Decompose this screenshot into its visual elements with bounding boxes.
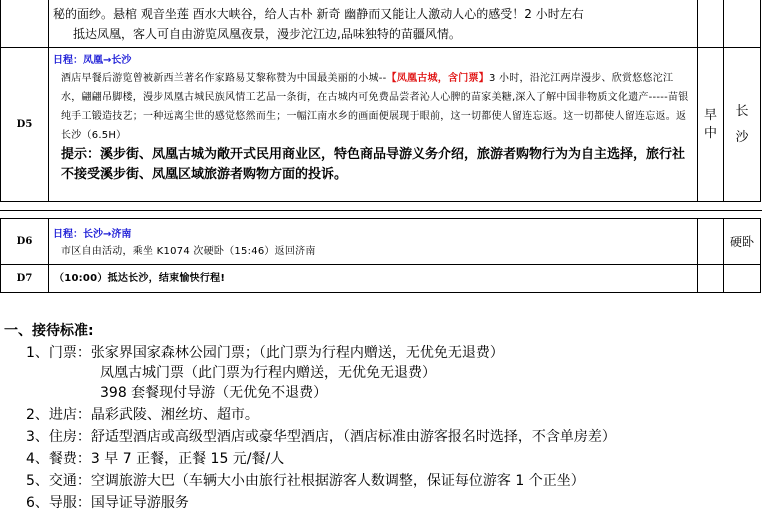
item-text: 门票：张家界国家森林公园门票；（此门票为行程内赠送，无优免无退费） [48, 345, 504, 361]
item-text: 住房：舒适型酒店或高级型酒店或豪华型酒店，（酒店标准由游客报名时选择，不含单房差） [48, 429, 616, 445]
item-text: 交通：空调旅游大巴（车辆大小由旅行社根据游客人数调整，保证每位游客 1 个正坐） [48, 473, 585, 489]
item-text: 导服：国导证导游服务 [48, 495, 189, 511]
standard-item [26, 426, 616, 446]
day-label: D5 [1, 48, 49, 202]
desc-highlight: 【凤凰古城，含门票】 [386, 73, 489, 84]
itinerary-table-bottom [0, 218, 761, 293]
day-row-d5 [1, 48, 761, 202]
page-break-line [0, 210, 762, 211]
day-row-d6 [1, 219, 761, 265]
day-body [49, 219, 698, 265]
day-cell-empty [1, 0, 49, 48]
day-body [49, 265, 698, 293]
route-title: 日程：长沙→济南 [53, 229, 132, 240]
day-body [49, 48, 698, 202]
meal-cell [698, 219, 724, 265]
top-fragment-line1: 秘的面纱。悬棺 观音坐莲 酉水大峡谷，给人古朴 新奇 幽静而又能让人激动人心的感受！2 小时左右 [53, 7, 584, 21]
item-text: 餐费：3 早 7 正餐，正餐 15 元/餐/人 [48, 451, 285, 467]
standard-item [26, 470, 585, 490]
stay-cell: 硬卧 [724, 219, 761, 265]
day-description: （10:00）抵达长沙，结束愉快行程! [54, 273, 226, 284]
item-number: 3、 [26, 429, 49, 445]
stay-cell [724, 48, 761, 202]
item-number: 1、 [26, 345, 49, 361]
day-label: D7 [1, 265, 49, 293]
item-number: 2、 [26, 407, 49, 423]
route-title: 日程：凤凰→长沙 [53, 55, 132, 66]
standard-item [26, 404, 259, 424]
stay-cell [724, 265, 761, 293]
standard-item [26, 492, 189, 512]
standard-item-continued: 凤凰古城门票（此门票为行程内赠送，无优免无退费） [100, 365, 436, 381]
day-row-d7 [1, 265, 761, 293]
item-number: 4、 [26, 451, 49, 467]
item-text: 进店：晶彩武陵、湘丝坊、超市。 [48, 407, 259, 423]
standard-item [26, 448, 284, 468]
meal-cell [698, 48, 724, 202]
stay-value: 长沙 [735, 103, 749, 145]
itinerary-table-top [0, 0, 761, 202]
meal-value: 早中 [703, 107, 717, 141]
standard-item [26, 342, 504, 362]
stay-cell-empty [724, 0, 761, 48]
standards-title: 一、接待标准: [4, 323, 94, 339]
day-description [49, 66, 697, 145]
desc-post: 3 小时，沿沱江两岸漫步、欣赏悠悠沱江水，翩翩吊脚楼，漫步凤凰古城民族风情工艺品一条街，在古城内可免费品尝者沁人心脾的苗家美糖,深入了解中国非物质文化遗产-----苗银纯手工锻造技艺；一种远离尘世的感觉悠然而生；一幅江南水乡的画面便展现于眼前，这一切都使人留连忘返。这一切都使人留连忘返。返长沙（6.5H） [61, 73, 689, 141]
day-label: D6 [1, 219, 49, 265]
top-fragment-line2: 抵达凤凰，客人可自由游览凤凰夜景，漫步沱江边,品味独特的苗疆风情。 [73, 27, 461, 41]
day-description: 市区自由活动，乘坐 K1074 次硬卧（15:46）返回济南 [61, 246, 316, 257]
item-number: 5、 [26, 473, 49, 489]
standard-item-continued: 398 套餐现付导游（无优免不退费） [100, 385, 328, 401]
meal-cell [698, 265, 724, 293]
meal-cell-empty [698, 0, 724, 48]
desc-pre: 酒店早餐后游览曾被新西兰著名作家路易艾黎称赞为中国最美丽的小城-- [61, 73, 387, 84]
top-fragment-cell [49, 0, 698, 48]
item-number: 6、 [26, 495, 49, 511]
day-tip: 提示：溪步街、凤凰古城为敞开式民用商业区，特色商品导游义务介绍，旅游者购物行为为自主选择，旅行社不接受溪步街、凤凰区域旅游者购物方面的投诉。 [61, 147, 686, 182]
